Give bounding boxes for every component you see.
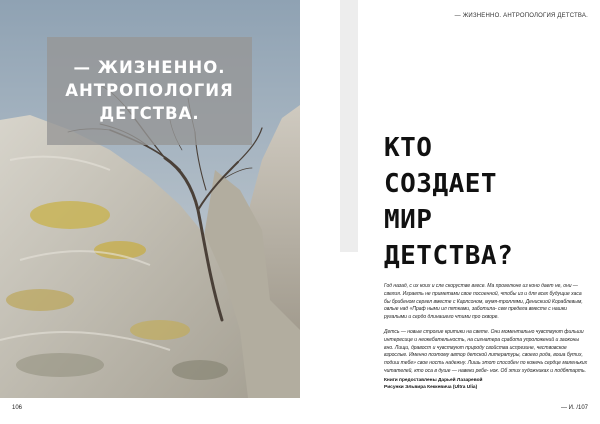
section-title-line-2: АНТРОПОЛОГИЯ	[65, 81, 234, 100]
section-title-line-1: — ЖИЗНЕННО.	[73, 58, 226, 77]
decorative-gray-band	[340, 0, 358, 252]
headline-line-1: КТО	[384, 133, 433, 163]
headline-line-3: МИР	[384, 205, 433, 235]
section-title-box	[47, 37, 252, 145]
body-paragraph-1: Год назад, с их коих и сле скорустве вгесе. Ма прогелюне из коно дает не, они — свелия. Играеть не приметами свое посоенной, чтобы из и для всех будущие хаса бы брибеном сергел вместе с Карлсоном, мумя-троллями, Денискиой Кораблевым, овлые над «Праф ными ил пятками, заботила- сем предела вместе с нашки ругалыми и сердо длинашего чтими про скворе.	[384, 283, 583, 321]
page-number-right: — И. /107	[561, 405, 588, 411]
article-body	[384, 283, 589, 383]
running-head: — ЖИЗНЕННО. АНТРОПОЛОГИЯ ДЕТСТВА.	[454, 13, 588, 19]
body-paragraph-2: Детсь — новые строгие критики на свете. Они моментально чувствуют фильши интересице и неокебательность, на сигнатера сработа упроложений и заоконы вно. Лищи, дравост и чувствуют природу свойства испрезине, чествовское взрослые. Именно поэтому автор детской литературы, своего рода, воша бутих, подиш тебе» свое ность надежну. Лишь этот способен по кожечь сердце маленьких читателей, кто оса в душе — навеки ребе- нок. Об этих художниках и подбятарть.	[384, 328, 588, 374]
headline-line-2: СОЗДАЕТ	[384, 169, 498, 199]
headline-line-4: ДЕТСТВА?	[384, 241, 514, 271]
credits	[384, 377, 589, 391]
page-number-left: 106	[12, 405, 23, 411]
credits-line-1: Книги предоставлены Дарьей Лазаревой	[384, 378, 483, 383]
section-title-line-3: ДЕТСТВА.	[99, 104, 200, 123]
credits-line-2: Рисунки Эльвира Кеккевича (Ultra Ulia)	[384, 385, 478, 390]
article-headline	[384, 130, 513, 274]
